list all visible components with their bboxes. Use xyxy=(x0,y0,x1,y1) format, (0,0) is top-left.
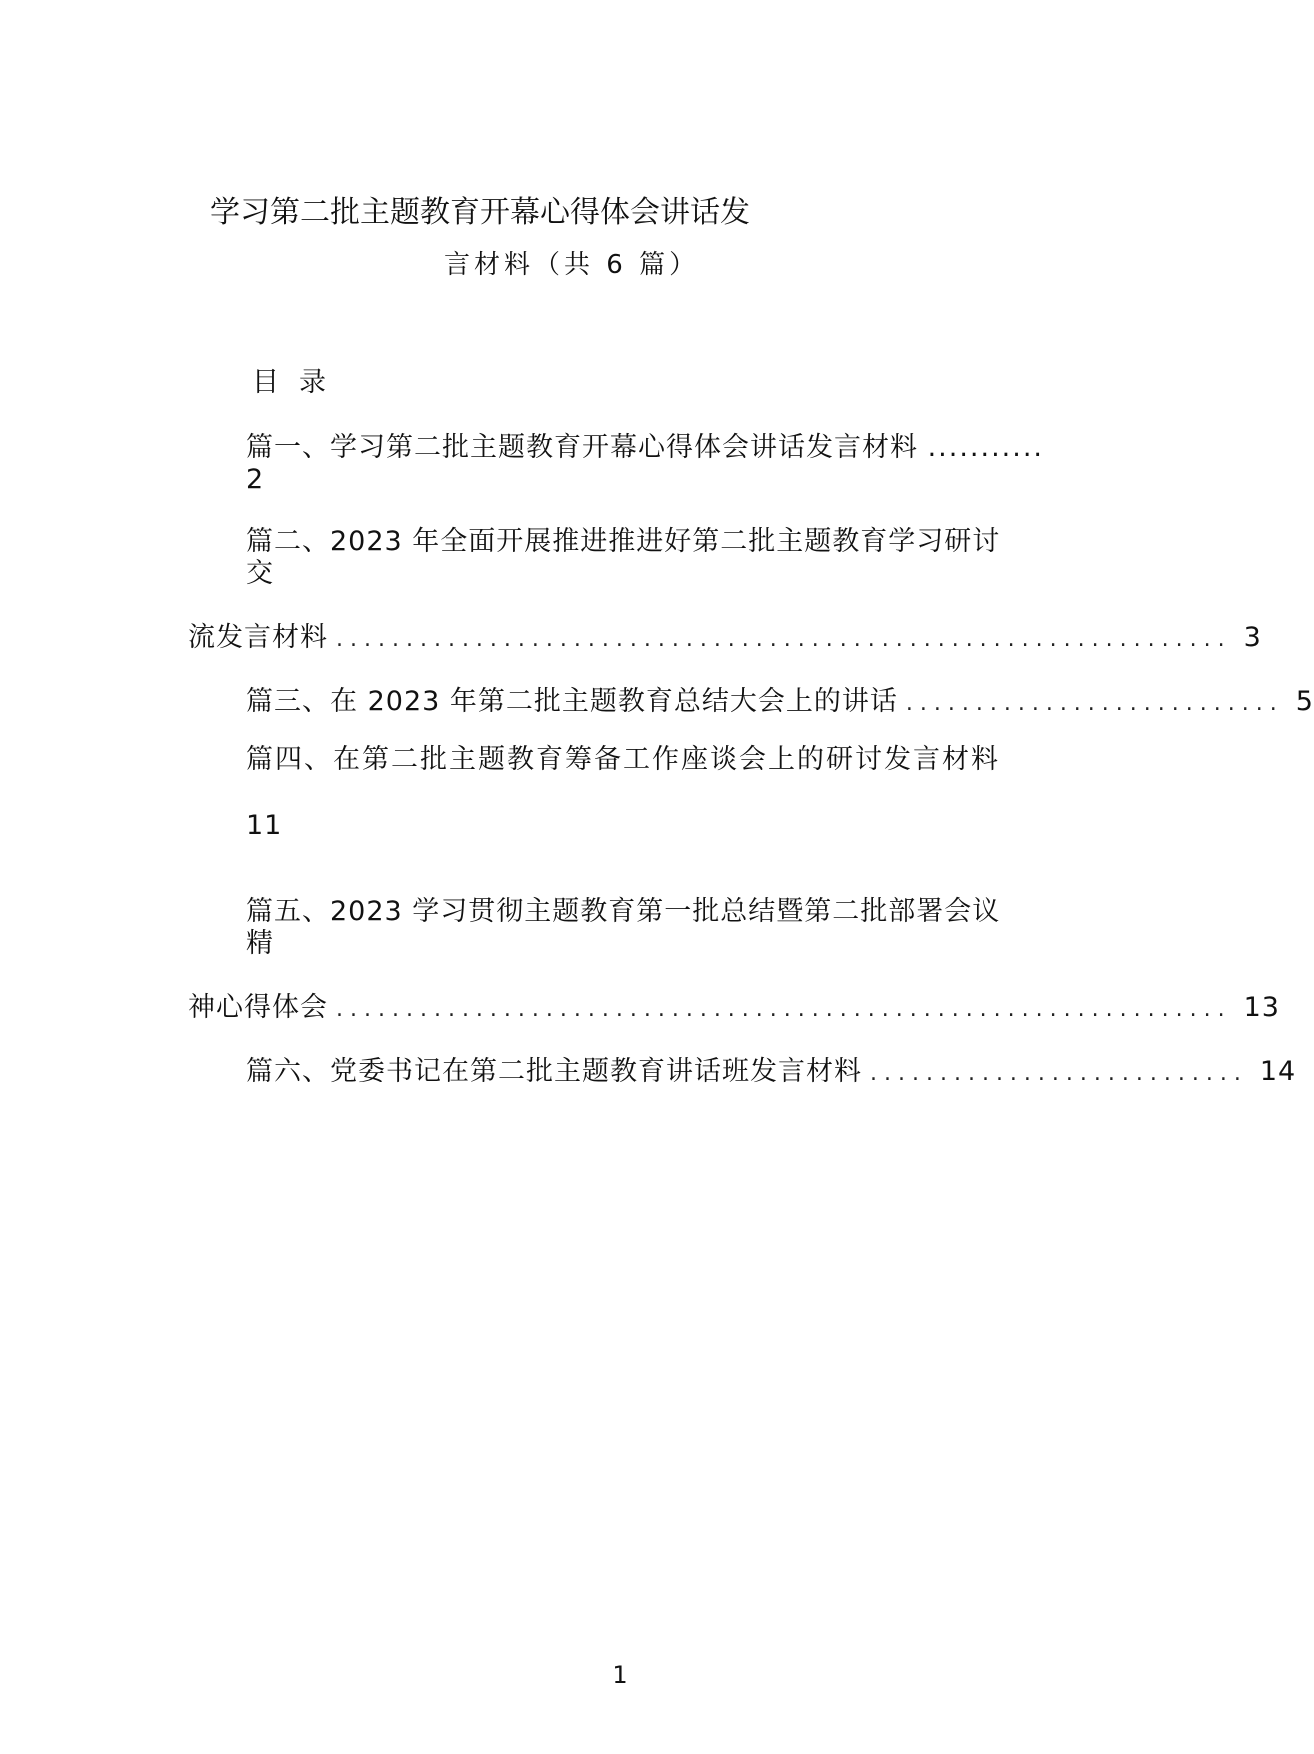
toc-entry-6-row[interactable] xyxy=(246,1054,1297,1092)
toc-entry-4-label[interactable]: 篇四、在第二批主题教育筹备工作座谈会上的研讨发言材料 xyxy=(246,744,1000,775)
toc-heading: 目录 xyxy=(252,367,346,398)
toc-entry-6-leader: ........................... xyxy=(870,1061,1248,1086)
toc-entry-2-label-line-1[interactable]: 篇二、2023 年全面开展推进推进好第二批主题教育学习研讨 xyxy=(246,526,1001,557)
toc-entry-3-label: 篇三、在 2023 年第二批主题教育总结大会上的讲话 xyxy=(246,686,898,717)
toc-entry-2-leader: ................................................................ xyxy=(336,627,1232,652)
toc-entry-1-label[interactable] xyxy=(246,430,1044,466)
toc-entry-6-label: 篇六、党委书记在第二批主题教育讲话班发言材料 xyxy=(246,1056,862,1087)
toc-entry-5-page: 13 xyxy=(1243,992,1280,1023)
toc-entry-5-label-line-3: 神心得体会 xyxy=(188,992,328,1023)
toc-entry-2-label-line-2: 交 xyxy=(246,558,274,589)
toc-entry-5-leader: ................................................................ xyxy=(336,997,1232,1022)
toc-entry-2-page: 3 xyxy=(1243,622,1262,653)
page-number: 1 xyxy=(612,1661,628,1689)
toc-entry-1-page: 2 xyxy=(246,464,265,495)
toc-entry-5-label-line-2: 精 xyxy=(246,928,274,959)
toc-entry-4-page: 11 xyxy=(246,810,283,841)
toc-entry-2-label-line-3: 流发言材料 xyxy=(188,622,328,653)
document-title-line-2: 言材料（共 6 篇） xyxy=(444,250,700,280)
document-title-line-1: 学习第二批主题教育开幕心得体会讲话发 xyxy=(210,195,750,230)
toc-entry-3-row[interactable] xyxy=(246,684,1314,722)
toc-entry-2-row[interactable] xyxy=(188,620,1262,658)
toc-entry-3-page: 5 xyxy=(1295,686,1314,717)
toc-entry-1-leader: ........... xyxy=(927,432,1045,463)
toc-entry-6-page: 14 xyxy=(1259,1056,1297,1087)
toc-entry-5-row[interactable] xyxy=(188,990,1280,1028)
toc-entry-3-leader: ........................... xyxy=(905,691,1284,716)
toc-entry-5-label-line-1[interactable]: 篇五、2023 学习贯彻主题教育第一批总结暨第二批部署会议 xyxy=(246,896,1001,927)
toc-entry-1-text: 篇一、学习第二批主题教育开幕心得体会讲话发言材料 xyxy=(246,432,918,463)
